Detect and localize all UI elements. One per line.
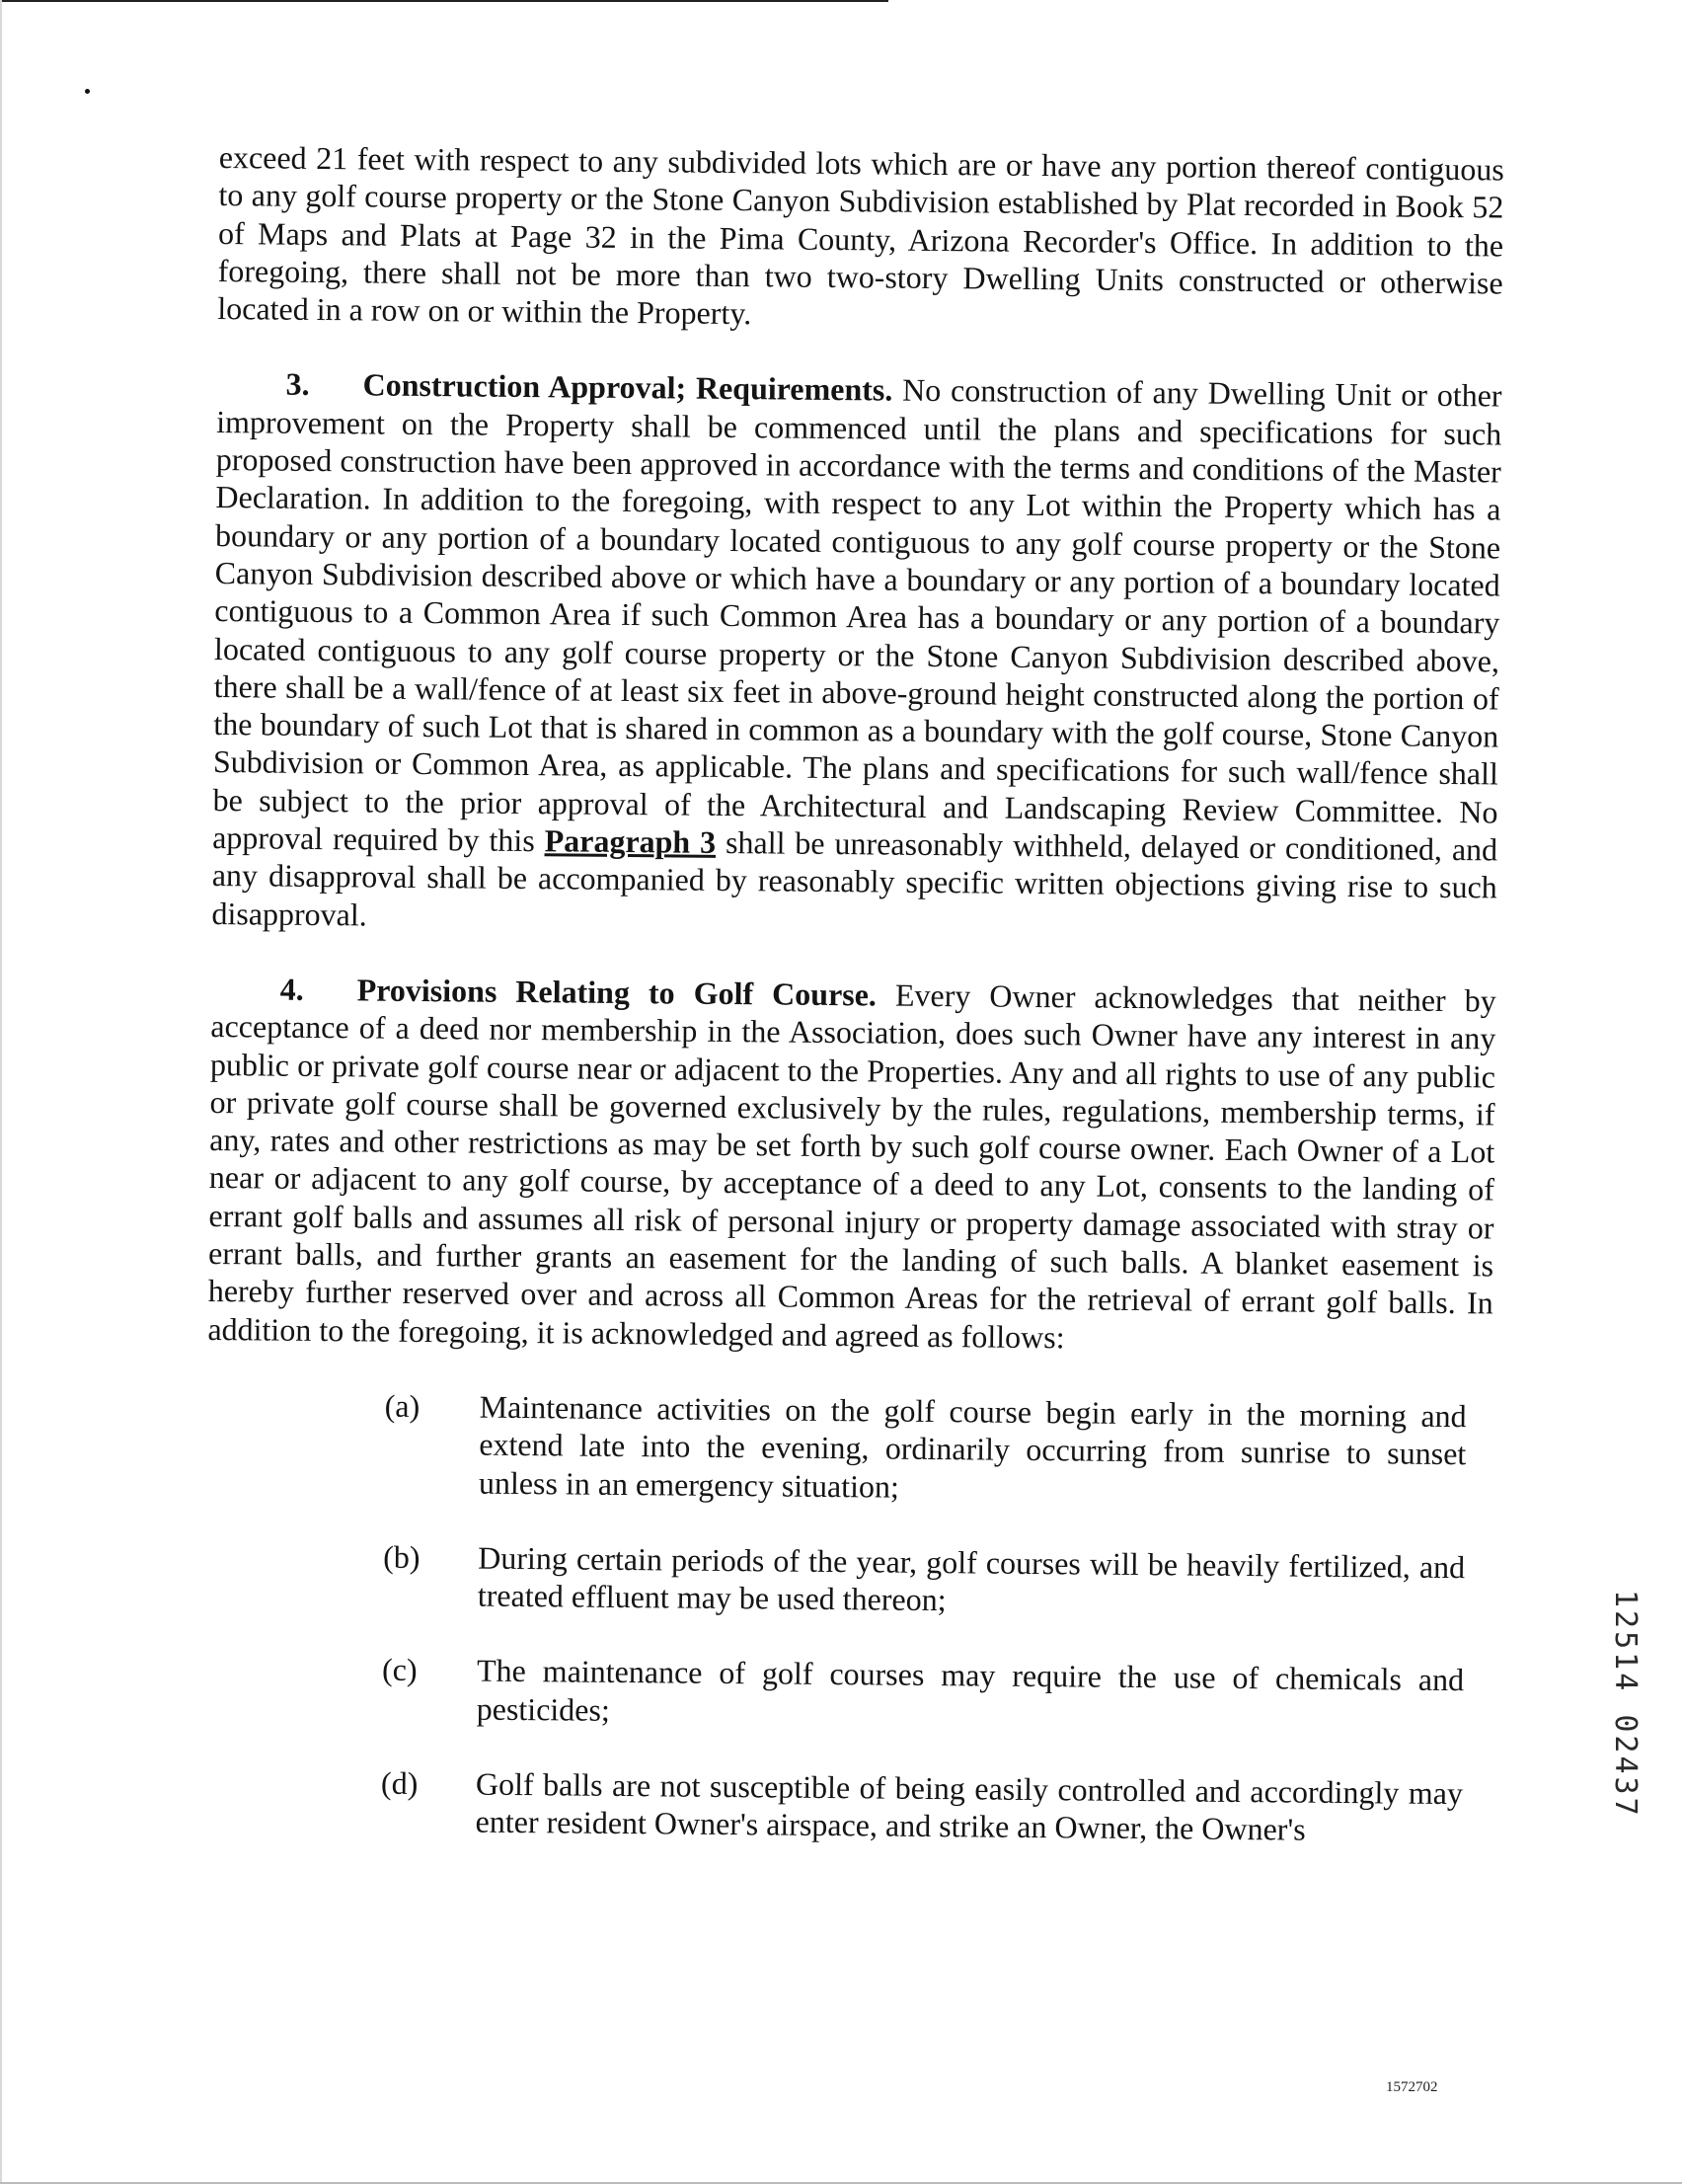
list-item-label: (b) bbox=[383, 1538, 420, 1575]
list-item-label: (c) bbox=[381, 1652, 418, 1688]
section-3-text-part2: shall be unreasonably withheld, delayed or conditioned, and any disapproval shall be accompanied by reasonably specific written objections giving rise to such disapproval. bbox=[211, 824, 1498, 933]
list-item-label: (d) bbox=[380, 1764, 419, 1801]
list-item-text: Golf balls are not susceptible of being easily controlled and accordingly may enter resident Owner's airspace, and strike an Owner, the Owner's bbox=[475, 1765, 1464, 1847]
list-item-c bbox=[204, 1649, 1491, 1737]
list-item-b bbox=[205, 1536, 1491, 1624]
paragraph-3-reference: Paragraph 3 bbox=[544, 822, 717, 860]
section-4-number: 4. bbox=[279, 971, 304, 1007]
section-4-heading: Provisions Relating to Golf Course. bbox=[356, 972, 878, 1013]
section-4-paragraph bbox=[207, 970, 1496, 1360]
scan-edge-left bbox=[0, 0, 2, 2184]
golf-course-provisions-list bbox=[202, 1385, 1491, 1850]
recorder-margin-stamp: 12514 02437 bbox=[1608, 1590, 1643, 1819]
section-3-text-part1: No construction of any Dwelling Unit or other improvement on the Property shall be commenced until the plans and specifications for such proposed construction have been approved in accordance with the terms and conditions of the Master Declaration. In addition to the foregoing, with respect to any Lot within the Property which has a boundary or any portion of a boundary located contiguous to any golf course property or the Stone Canyon Subdivision described above or which have a boundary or any portion of a boundary located contiguous to a Common Area if such Common Area has a boundary or any portion of a boundary located contiguous to any golf course property or the Stone Canyon Subdivision described above, there shall be a wall/fence of at least six feet in above-ground height constructed along the portion of the boundary of such Lot that is shared in common as a boundary with the golf course, Stone Canyon Subdivision or Common Area, as applicable. The plans and specifications for such wall/fence shall be subject to the prior approval of the Architectural and Landscaping Review Committee. No approval required by this bbox=[212, 372, 1502, 859]
list-item-text: The maintenance of golf courses may require the use of chemicals and pesticides; bbox=[476, 1652, 1465, 1728]
section-4-text: Every Owner acknowledges that neither by acceptance of a deed nor membership in the Association, does such Owner have any interest in any public or private golf course near or adjacent to the Properties. Any and all rights to use of any public or private golf course shall be governed exclusively by the rules, regulations, membership terms, if any, rates and other restrictions as may be set forth by such golf course owner. Each Owner of a Lot near or adjacent to any golf course, by acceptance of a deed to any Lot, consents to the landing of errant golf balls and assumes all risk of personal injury or property damage associated with stray or errant balls, and further grants an easement for the landing of such balls. A blanket easement is hereby further reserved over and across all Common Areas for the retrieval of errant golf balls. In addition to the foregoing, it is acknowledged and agreed as follows: bbox=[207, 976, 1496, 1355]
list-item-text: Maintenance activities on the golf course begin early in the morning and extend late into the evening, ordinarily occurring from sunrise to sunset unless in an emergency situation; bbox=[478, 1388, 1467, 1505]
section-3-number: 3. bbox=[285, 366, 310, 403]
document-body bbox=[202, 138, 1504, 1888]
page-number: 1572702 bbox=[1386, 2079, 1438, 2095]
section-3-paragraph bbox=[211, 364, 1501, 944]
list-item-text: During certain periods of the year, golf courses will be heavily fertilized, and treated effluent may be used thereon; bbox=[477, 1539, 1466, 1618]
section-3-heading: Construction Approval; Requirements. bbox=[362, 366, 893, 409]
list-item-d bbox=[202, 1762, 1489, 1850]
scan-speck bbox=[85, 89, 90, 94]
list-item-a bbox=[206, 1385, 1492, 1511]
intro-paragraph: exceed 21 feet with respect to any subdivided lots which are or have any portion thereof contiguous to any golf course property or the Stone Canyon Subdivision established by Plat recorded in Book 52 of Maps and Plats at Page 32 in the Pima County, Arizona Recorder's Office. In addition to the foregoing, there shall not be more than two two-story Dwelling Units constructed or otherwise located in a row on or within the Property. bbox=[217, 138, 1504, 332]
list-item-label: (a) bbox=[384, 1387, 420, 1424]
scan-edge-top bbox=[0, 0, 888, 2]
